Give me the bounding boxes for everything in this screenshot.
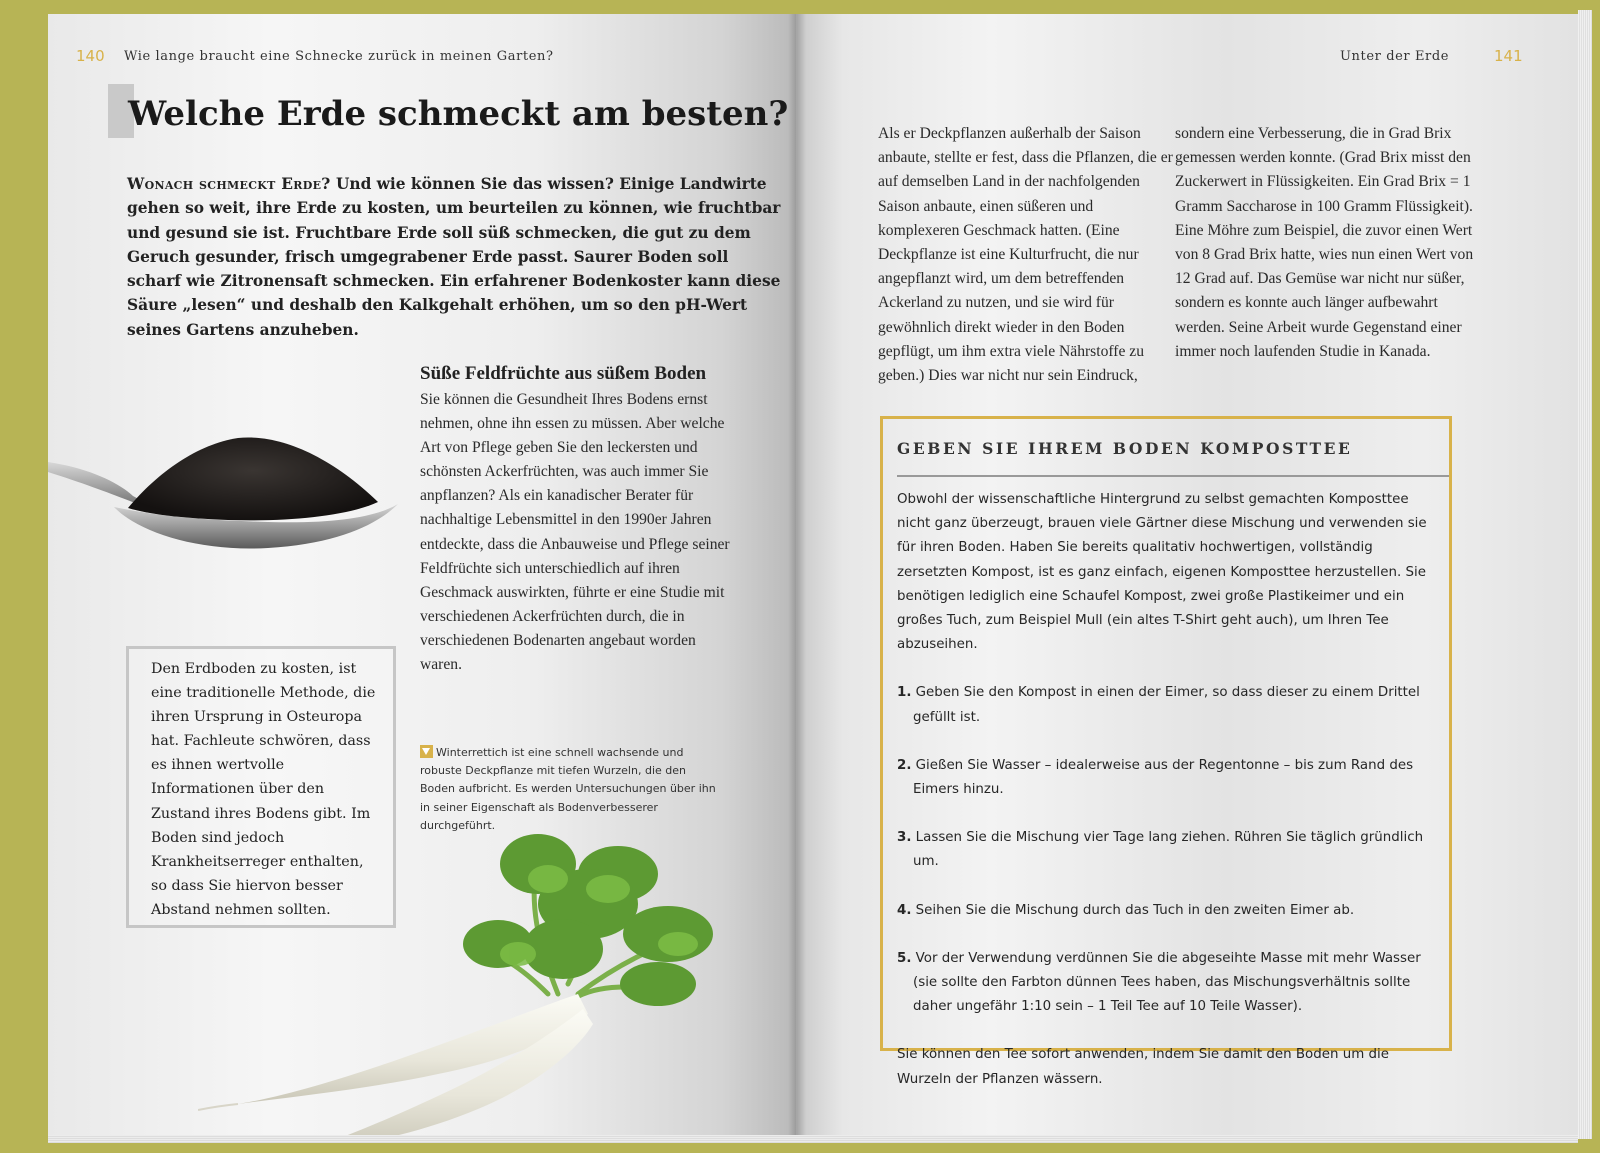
page-number: 141 <box>1494 47 1523 65</box>
bottom-page-edges <box>48 1135 1578 1143</box>
box-title: GEBEN SIE IHREM BODEN KOMPOSTTEE <box>897 439 1353 458</box>
list-item <box>897 754 1437 802</box>
left-page <box>48 14 796 1135</box>
page-edges <box>1578 10 1592 1139</box>
right-page <box>796 14 1578 1135</box>
list-item <box>897 826 1437 874</box>
box-intro: Obwohl der wissenschaftliche Hintergrund zu selbst gemachten Komposttee nicht ganz überzeugt, brauen viele Gärtner diese Mischung und verwenden sie für ihren Boden. Haben Sie bereits qualitativ hochwertigen, vollständig zersetzten Kompost, ist es ganz einfach, eigenen Komposttee herzustellen. Sie benötigen lediglich eine Schaufel Kompost, zwei große Plastikeimer und ein großes Tuch, zum Beispiel Mull (ein altes T-Shirt geht auch), um Ihren Tee abzuseihen. <box>897 492 1427 653</box>
compost-tea-box <box>880 416 1452 1087</box>
caption-text: Winterrettich ist eine schnell wachsende und robuste Deckpflanze mit tiefen Wurzeln, die den Boden aufbricht. Es werden Untersuchungen über ihn in seiner Eigenschaft als Bodenverbesserer durchgeführt. <box>420 746 716 832</box>
step-text: Vor der Verwendung verdünnen Sie die abgeseihte Masse mit mehr Wasser (sie sollte den Farbton dünnen Tees haben, das Mischungsverhältnis sollte daher ungefähr 1:10 sein – 1 Teil Tee auf 10 Teile Wasser). <box>913 950 1421 1015</box>
body-text-column-1: Als er Deckpflanzen außerhalb der Saison anbaute, stellte er fest, dass die Pflanzen, die er auf demselben Land in der nachfolgenden Saison anbaute, einen süßeren und komplexeren Geschmack hatten. (Eine Deckpflanze ist eine Kulturfrucht, die nur angepflanzt wird, um dem betreffenden Ackerland zu nutzen, und sie wird für gewöhnlich direkt wieder in den Boden gepflügt, um ihm extra viele Nährstoffe zu geben.) Dies war nicht nur sein Eindruck, <box>878 125 1173 385</box>
instruction-list <box>897 681 1437 1019</box>
step-number: 1. <box>897 685 912 701</box>
lead-paragraph <box>127 172 787 342</box>
list-item <box>897 947 1437 1020</box>
step-text: Seihen Sie die Mischung durch das Tuch in den zweiten Eimer ab. <box>915 902 1355 918</box>
running-head: Wie lange braucht eine Schnecke zurück in meinen Garten? <box>124 49 554 64</box>
step-number: 4. <box>897 902 912 918</box>
step-number: 2. <box>897 757 912 773</box>
body-text: Sie können die Gesundheit Ihres Bodens ernst nehmen, ohne ihn essen zu müssen. Aber welche Art von Pflege geben Sie den leckersten und schönsten Ackerfrüchten, was auch immer Sie anpflanzen? Als ein kanadischer Berater für nachhaltige Lebensmittel in den 1990er Jahren entdeckte, dass die Anbauweise und Pflege seiner Feldfrüchte sich unterschiedlich auf ihren Geschmack auswirkten, führte er eine Studie mit verschiedenen Ackerfrüchten durch, die in verschiedenen Bodenarten angebaut worden waren. <box>420 391 730 674</box>
lead-kicker: Wonach schmeckt Erde? <box>127 175 331 193</box>
page-number: 140 <box>76 47 105 65</box>
box-outro: Sie können den Tee sofort anwenden, indem Sie damit den Boden um die Wurzeln der Pflanzen wässern. <box>897 1047 1389 1087</box>
step-number: 5. <box>897 950 912 966</box>
caption-arrow-icon <box>420 745 433 758</box>
step-text: Geben Sie den Kompost in einen der Eimer, so dass dieser zu einem Drittel gefüllt ist. <box>913 685 1420 725</box>
running-head: Unter der Erde <box>1340 49 1450 64</box>
list-item <box>897 681 1437 729</box>
box-body <box>897 488 1437 1092</box>
radish-image <box>198 834 738 1135</box>
step-text: Gießen Sie Wasser – idealerweise aus der Regentonne – bis zum Rand des Eimers hinzu. <box>913 757 1414 798</box>
section-subhead: Süße Feldfrüchte aus süßem Boden <box>420 363 707 384</box>
lead-text: Und wie können Sie das wissen? Einige Landwirte gehen so weit, ihre Erde zu kosten, um beurteilen zu können, wie fruchtbar und gesund sie ist. Fruchtbare Erde soll süß schmecken, die gut zu dem Geruch gesunder, frisch umgegrabener Erde passt. Saurer Boden soll scharf wie Zitronensaft schmecken. Ein erfahrener Bodenkoster kann diese Säure „lesen“ und deshalb den Kalkgehalt erhöhen, um so den pH-Wert seines Gartens anzuheben. <box>127 175 781 339</box>
soil-spoon-image <box>48 424 408 574</box>
body-text-column-2: sondern eine Verbesserung, die in Grad Brix gemessen werden konnte. (Grad Brix misst den Zuckerwert in Flüssigkeiten. Ein Grad Brix = 1 Gramm Saccharose in 100 Gramm Flüssigkeit). Eine Möhre zum Beispiel, die zuvor einen Wert von 8 Grad Brix hatte, wies nun einen Wert von 12 Grad auf. Das Gemüse war nicht nur süßer, sondern es konnte auch länger aufbewahrt werden. Seine Arbeit wurde Gegenstand einer immer noch laufenden Studie in Kanada. <box>1175 125 1474 360</box>
quote-text: Den Erdboden zu kosten, ist eine traditionelle Methode, die ihren Ursprung in Osteuropa hat. Fachleute schwören, dass es ihnen wertvolle Informationen über den Zustand ihres Bodens gibt. Im Boden sind jedoch Krankheitserreger enthalten, so dass Sie hiervon besser Abstand nehmen sollten. <box>151 661 376 918</box>
book-spine-shadow <box>788 14 806 1135</box>
step-text: Lassen Sie die Mischung vier Tage lang ziehen. Rühren Sie täglich gründlich um. <box>913 830 1424 870</box>
image-caption <box>420 744 720 835</box>
list-item <box>897 899 1437 923</box>
page-title: Welche Erde schmeckt am besten? <box>128 94 789 134</box>
step-number: 3. <box>897 830 912 846</box>
title-divider <box>897 475 1449 477</box>
